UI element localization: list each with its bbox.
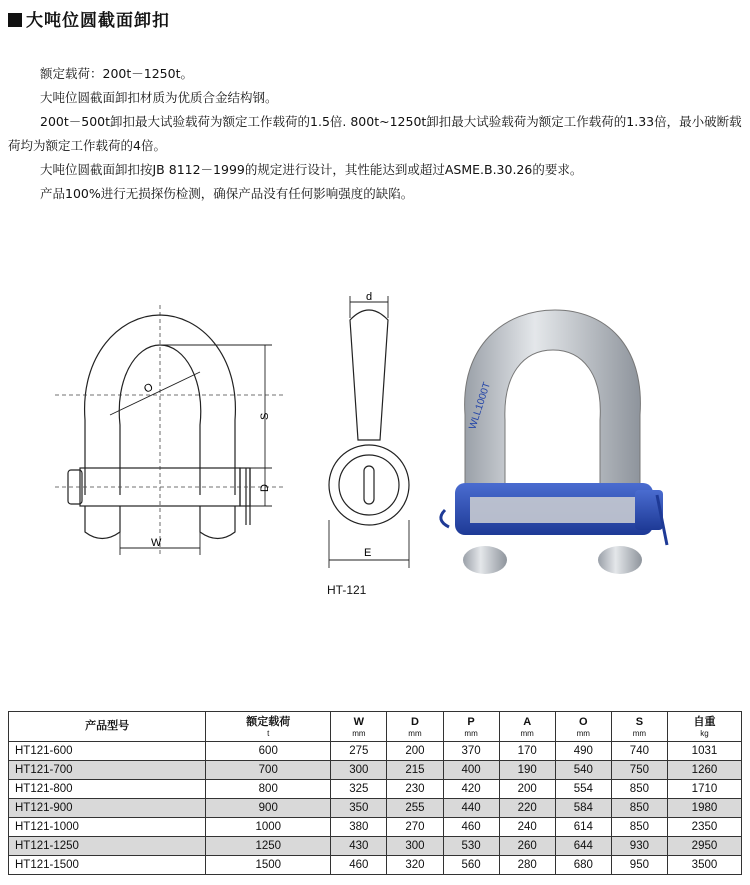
label-d: d: [366, 291, 373, 303]
label-E: E: [364, 547, 372, 559]
table-header-row: [9, 712, 742, 742]
col-weight: 自重 kg: [667, 712, 741, 742]
desc-load-range: 额定载荷：200t－1250t。: [40, 66, 193, 81]
photo-marking: WLL1000T: [467, 381, 493, 431]
description: [8, 62, 744, 206]
front-view-drawing: [50, 300, 290, 565]
label-O: O: [142, 381, 156, 396]
col-rated-load: 额定载荷 t: [206, 712, 331, 742]
col-model: 产品型号: [9, 712, 206, 742]
table-row: HT121-1000 1000 380 270 460 240 614 850 2350: [9, 818, 742, 837]
table-row: HT121-700 700 300 215 400 190 540 750 1260: [9, 761, 742, 780]
label-D: D: [259, 484, 271, 492]
col-S: S mm: [611, 712, 667, 742]
spec-table: [8, 711, 742, 875]
col-P: P mm: [443, 712, 499, 742]
label-S: S: [259, 412, 271, 420]
desc-inspection: 产品100%进行无损探伤检测，确保产品没有任何影响强度的缺陷。: [40, 186, 414, 201]
page-title-text: 大吨位圆截面卸扣: [26, 11, 170, 31]
side-view-drawing: [322, 290, 417, 570]
table-body: [9, 742, 742, 875]
table-row: HT121-800 800 325 230 420 200 554 850 1710: [9, 780, 742, 799]
desc-standard: 大吨位圆截面卸扣按JB 8112－1999的规定进行设计，其性能达到或超过ASME.B.30.26的要求。: [40, 162, 583, 177]
col-O: O mm: [555, 712, 611, 742]
table-row: HT121-900 900 350 255 440 220 584 850 1980: [9, 799, 742, 818]
table-row: HT121-1500 1500 460 320 560 280 680 950 3500: [9, 856, 742, 875]
square-bullet-icon: [8, 13, 22, 27]
drawing-caption: HT-121: [327, 583, 367, 597]
table-row: HT121-600 600 275 200 370 170 490 740 1031: [9, 742, 742, 761]
table-row: HT121-1250 1250 430 300 530 260 644 930 2950: [9, 837, 742, 856]
product-photo: [435, 305, 670, 580]
label-W: W: [151, 537, 162, 549]
col-A: A mm: [499, 712, 555, 742]
desc-test-load: 200t－500t卸扣最大试验载荷为额定工作载荷的1.5倍. 800t~1250t卸扣最大试验载荷为额定工作载荷的1.33倍，最小破断载荷均为额定工作载荷的4倍。: [8, 114, 742, 153]
col-W: W mm: [331, 712, 387, 742]
page-title: [8, 6, 170, 31]
desc-material: 大吨位圆截面卸扣材质为优质合金结构钢。: [40, 90, 278, 105]
col-D: D mm: [387, 712, 443, 742]
